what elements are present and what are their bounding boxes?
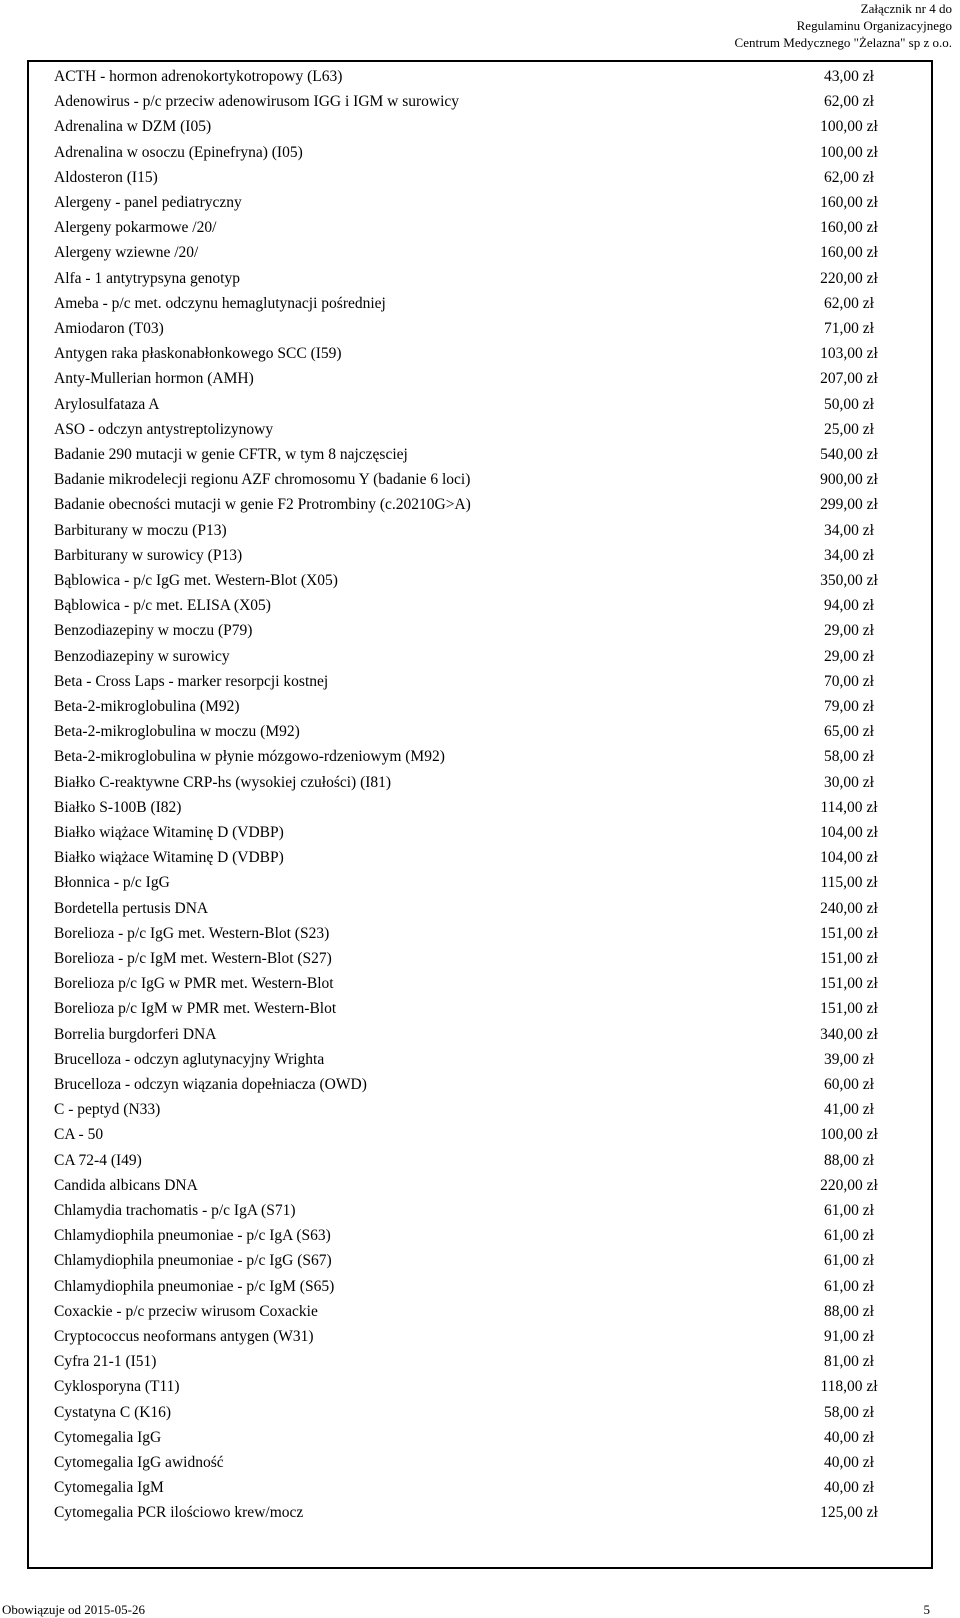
test-name: Błonnica - p/c IgG xyxy=(54,874,170,892)
test-price: 125,00 zł xyxy=(820,1504,878,1522)
test-price: 61,00 zł xyxy=(824,1202,874,1219)
table-row xyxy=(29,190,931,216)
table-row xyxy=(29,1122,931,1148)
test-price: 50,00 zł xyxy=(824,395,874,413)
test-name: Borelioza p/c IgM w PMR met. Western-Blot xyxy=(54,1000,337,1018)
table-row xyxy=(29,820,931,846)
test-name: Badanie 290 mutacji w genie CFTR, w tym 8 najczęsciej xyxy=(54,446,408,463)
test-price: 240,00 zł xyxy=(820,899,878,917)
test-name: Cryptococcus neoformans antygen (W31) xyxy=(54,1328,314,1345)
table-row xyxy=(29,467,931,493)
test-name: Borelioza - p/c IgM met. Western-Blot (S27) xyxy=(54,950,332,967)
test-price: 39,00 zł xyxy=(824,1050,874,1068)
test-price: 100,00 zł xyxy=(820,118,878,136)
test-name: Borelioza p/c IgG w PMR met. Western-Blot xyxy=(54,975,334,993)
test-name: Aldosteron (I15) xyxy=(54,168,158,186)
table-row xyxy=(29,240,931,266)
test-price: 62,00 zł xyxy=(824,294,874,312)
test-price: 220,00 zł xyxy=(820,1176,878,1194)
test-name: Bąblowica - p/c met. ELISA (X05) xyxy=(54,597,271,615)
table-row xyxy=(29,1173,931,1199)
test-price: 207,00 zł xyxy=(820,370,878,388)
table-row xyxy=(29,165,931,191)
test-price: 118,00 zł xyxy=(820,1378,878,1396)
table-row xyxy=(29,64,931,90)
test-price: 70,00 zł xyxy=(824,672,874,690)
test-price: 81,00 zł xyxy=(824,1353,874,1371)
test-name: CA - 50 xyxy=(54,1126,104,1144)
table-row xyxy=(29,694,931,720)
test-price: 79,00 zł xyxy=(824,698,874,715)
test-price: 25,00 zł xyxy=(824,420,874,438)
test-price: 62,00 zł xyxy=(824,168,874,186)
test-name: C - peptyd (N33) xyxy=(54,1101,161,1119)
test-price: 100,00 zł xyxy=(820,1126,878,1144)
table-row xyxy=(29,1425,931,1451)
table-row xyxy=(29,1097,931,1123)
test-name: Alergeny - panel pediatryczny xyxy=(54,194,242,211)
test-name: Badanie obecności mutacji w genie F2 Protrombiny (c.20210G>A) xyxy=(54,496,471,514)
table-row xyxy=(29,744,931,770)
test-name: CA 72-4 (I49) xyxy=(54,1151,142,1169)
test-price: 220,00 zł xyxy=(820,269,878,287)
test-name: Beta - Cross Laps - marker resorpcji kostnej xyxy=(54,672,329,690)
test-name: Benzodiazepiny w moczu (P79) xyxy=(54,622,253,640)
test-price: 94,00 zł xyxy=(824,597,874,615)
test-price: 61,00 zł xyxy=(824,1277,874,1295)
test-price: 160,00 zł xyxy=(820,219,878,237)
table-row xyxy=(29,1324,931,1350)
effective-date: Obowiązuje od 2015-05-26 xyxy=(2,1602,145,1617)
test-name: Barbiturany w surowicy (P13) xyxy=(54,546,243,564)
test-price: 340,00 zł xyxy=(820,1025,878,1043)
table-row xyxy=(29,1400,931,1426)
test-price: 40,00 zł xyxy=(824,1428,874,1446)
table-row xyxy=(29,392,931,418)
test-name: Anty-Mullerian hormon (AMH) xyxy=(54,370,254,388)
table-row xyxy=(29,669,931,695)
test-name: Chlamydia trachomatis - p/c IgA (S71) xyxy=(54,1202,296,1219)
test-price: 151,00 zł xyxy=(820,950,878,967)
table-row xyxy=(29,1450,931,1476)
table-row xyxy=(29,518,931,544)
test-price: 61,00 zł xyxy=(824,1227,874,1245)
test-price: 58,00 zł xyxy=(824,748,874,766)
test-price: 60,00 zł xyxy=(824,1076,874,1093)
table-row xyxy=(29,946,931,972)
table-row xyxy=(29,770,931,796)
test-price: 34,00 zł xyxy=(824,546,874,564)
table-row xyxy=(29,417,931,443)
test-price: 30,00 zł xyxy=(824,773,874,791)
test-name: Beta-2-mikroglobulina (M92) xyxy=(54,698,240,715)
test-price: 29,00 zł xyxy=(824,647,874,665)
table-row xyxy=(29,89,931,115)
test-name: Chlamydiophila pneumoniae - p/c IgA (S63) xyxy=(54,1227,331,1245)
table-row xyxy=(29,795,931,821)
test-price: 115,00 zł xyxy=(820,874,878,892)
test-price: 91,00 zł xyxy=(824,1328,874,1345)
table-row xyxy=(29,341,931,367)
table-row xyxy=(29,215,931,241)
table-row xyxy=(29,1248,931,1274)
test-name: Białko wiążace Witaminę D (VDBP) xyxy=(54,849,284,867)
table-row xyxy=(29,1022,931,1048)
test-price: 40,00 zł xyxy=(824,1479,874,1497)
document-header xyxy=(735,0,952,51)
test-name: Borrelia burgdorferi DNA xyxy=(54,1025,217,1043)
test-name: Benzodiazepiny w surowicy xyxy=(54,647,230,665)
test-price: 34,00 zł xyxy=(824,521,874,539)
table-row xyxy=(29,1299,931,1325)
test-price: 100,00 zł xyxy=(820,143,878,161)
table-row xyxy=(29,140,931,166)
table-row xyxy=(29,266,931,292)
test-name: Beta-2-mikroglobulina w moczu (M92) xyxy=(54,723,300,741)
table-row xyxy=(29,1500,931,1526)
table-row xyxy=(29,1072,931,1098)
test-name: Cyfra 21-1 (I51) xyxy=(54,1353,157,1371)
test-price: 40,00 zł xyxy=(824,1454,874,1471)
test-price: 104,00 zł xyxy=(820,824,878,841)
test-price: 350,00 zł xyxy=(820,572,878,589)
table-row xyxy=(29,1148,931,1174)
test-name: Alergeny pokarmowe /20/ xyxy=(54,219,217,237)
test-name: Białko C-reaktywne CRP-hs (wysokiej czułości) (I81) xyxy=(54,773,392,791)
test-price: 299,00 zł xyxy=(820,496,878,514)
table-row xyxy=(29,896,931,922)
test-price: 103,00 zł xyxy=(820,345,878,363)
test-name: Antygen raka płaskonabłonkowego SCC (I59) xyxy=(54,345,342,363)
table-row xyxy=(29,1198,931,1224)
test-name: Brucelloza - odczyn aglutynacyjny Wrighta xyxy=(54,1050,325,1068)
table-row xyxy=(29,845,931,871)
header-line-2: Regulaminu Organizacyjnego xyxy=(796,18,952,33)
table-row xyxy=(29,316,931,342)
test-name: Beta-2-mikroglobulina w płynie mózgowo-rdzeniowym (M92) xyxy=(54,748,445,766)
test-price: 88,00 zł xyxy=(824,1302,874,1320)
test-price: 29,00 zł xyxy=(824,622,874,640)
table-row xyxy=(29,618,931,644)
test-price: 62,00 zł xyxy=(824,93,874,111)
test-price: 61,00 zł xyxy=(824,1252,874,1270)
test-name: Bąblowica - p/c IgG met. Western-Blot (X05) xyxy=(54,572,338,589)
test-name: Adenowirus - p/c przeciw adenowirusom IGG i IGM w surowicy xyxy=(54,93,460,111)
test-name: Chlamydiophila pneumoniae - p/c IgG (S67) xyxy=(54,1252,332,1270)
test-name: Ameba - p/c met. odczynu hemaglutynacji pośredniej xyxy=(54,294,386,312)
test-name: Arylosulfataza A xyxy=(54,395,160,413)
table-row xyxy=(29,870,931,896)
test-price: 160,00 zł xyxy=(820,194,878,211)
test-name: Chlamydiophila pneumoniae - p/c IgM (S65) xyxy=(54,1277,335,1295)
test-price: 151,00 zł xyxy=(820,1000,878,1018)
test-price: 114,00 zł xyxy=(820,798,878,816)
header-line-1: Załącznik nr 4 do xyxy=(860,1,952,16)
table-row xyxy=(29,291,931,317)
test-price: 41,00 zł xyxy=(824,1101,874,1119)
table-row xyxy=(29,971,931,997)
test-price: 104,00 zł xyxy=(820,849,878,867)
table-row xyxy=(29,1274,931,1300)
test-name: ACTH - hormon adrenokortykotropowy (L63) xyxy=(54,68,343,85)
table-row xyxy=(29,719,931,745)
test-name: Alfa - 1 antytrypsyna genotyp xyxy=(54,269,240,287)
page-number: 5 xyxy=(923,1602,930,1617)
test-price: 71,00 zł xyxy=(824,320,874,337)
test-price: 151,00 zł xyxy=(820,975,878,993)
table-row xyxy=(29,1349,931,1375)
test-name: Bordetella pertusis DNA xyxy=(54,899,209,917)
test-name: Brucelloza - odczyn wiązania dopełniacza (OWD) xyxy=(54,1076,367,1093)
table-row xyxy=(29,492,931,518)
test-name: Białko wiążace Witaminę D (VDBP) xyxy=(54,824,284,841)
header-line-3: Centrum Medycznego "Żelazna" sp z o.o. xyxy=(734,35,952,50)
test-name: Cystatyna C (K16) xyxy=(54,1403,172,1421)
test-name: Coxackie - p/c przeciw wirusom Coxackie xyxy=(54,1302,318,1320)
test-name: Cytomegalia IgG xyxy=(54,1428,162,1446)
test-name: Amiodaron (T03) xyxy=(54,320,164,337)
table-row xyxy=(29,644,931,670)
table-row xyxy=(29,568,931,594)
test-name: Borelioza - p/c IgG met. Western-Blot (S23) xyxy=(54,924,330,942)
test-price: 88,00 zł xyxy=(824,1151,874,1169)
test-name: Cytomegalia PCR ilościowo krew/mocz xyxy=(54,1504,304,1522)
test-name: Cyklosporyna (T11) xyxy=(54,1378,180,1396)
table-row xyxy=(29,1223,931,1249)
test-name: ASO - odczyn antystreptolizynowy xyxy=(54,420,274,438)
test-price: 540,00 zł xyxy=(820,446,878,463)
test-price: 160,00 zł xyxy=(820,244,878,262)
table-row xyxy=(29,593,931,619)
test-name: Candida albicans DNA xyxy=(54,1176,198,1194)
table-row xyxy=(29,996,931,1022)
table-row xyxy=(29,442,931,468)
test-price: 43,00 zł xyxy=(824,68,874,85)
test-name: Barbiturany w moczu (P13) xyxy=(54,521,227,539)
table-row xyxy=(29,114,931,140)
table-row xyxy=(29,543,931,569)
test-name: Adrenalina w osoczu (Epinefryna) (I05) xyxy=(54,143,303,161)
table-row xyxy=(29,1047,931,1073)
test-name: Białko S-100B (I82) xyxy=(54,798,182,816)
table-row xyxy=(29,1475,931,1501)
table-row xyxy=(29,921,931,947)
test-name: Cytomegalia IgM xyxy=(54,1479,164,1497)
table-row xyxy=(29,366,931,392)
test-name: Alergeny wziewne /20/ xyxy=(54,244,199,262)
table-row xyxy=(29,1374,931,1400)
test-name: Badanie mikrodelecji regionu AZF chromosomu Y (badanie 6 loci) xyxy=(54,471,471,489)
test-price: 65,00 zł xyxy=(824,723,874,741)
test-name: Cytomegalia IgG awidność xyxy=(54,1454,224,1471)
test-price: 58,00 zł xyxy=(824,1403,874,1421)
price-table xyxy=(27,60,933,1569)
test-name: Adrenalina w DZM (I05) xyxy=(54,118,212,136)
test-price: 900,00 zł xyxy=(820,471,878,489)
test-price: 151,00 zł xyxy=(820,924,878,942)
